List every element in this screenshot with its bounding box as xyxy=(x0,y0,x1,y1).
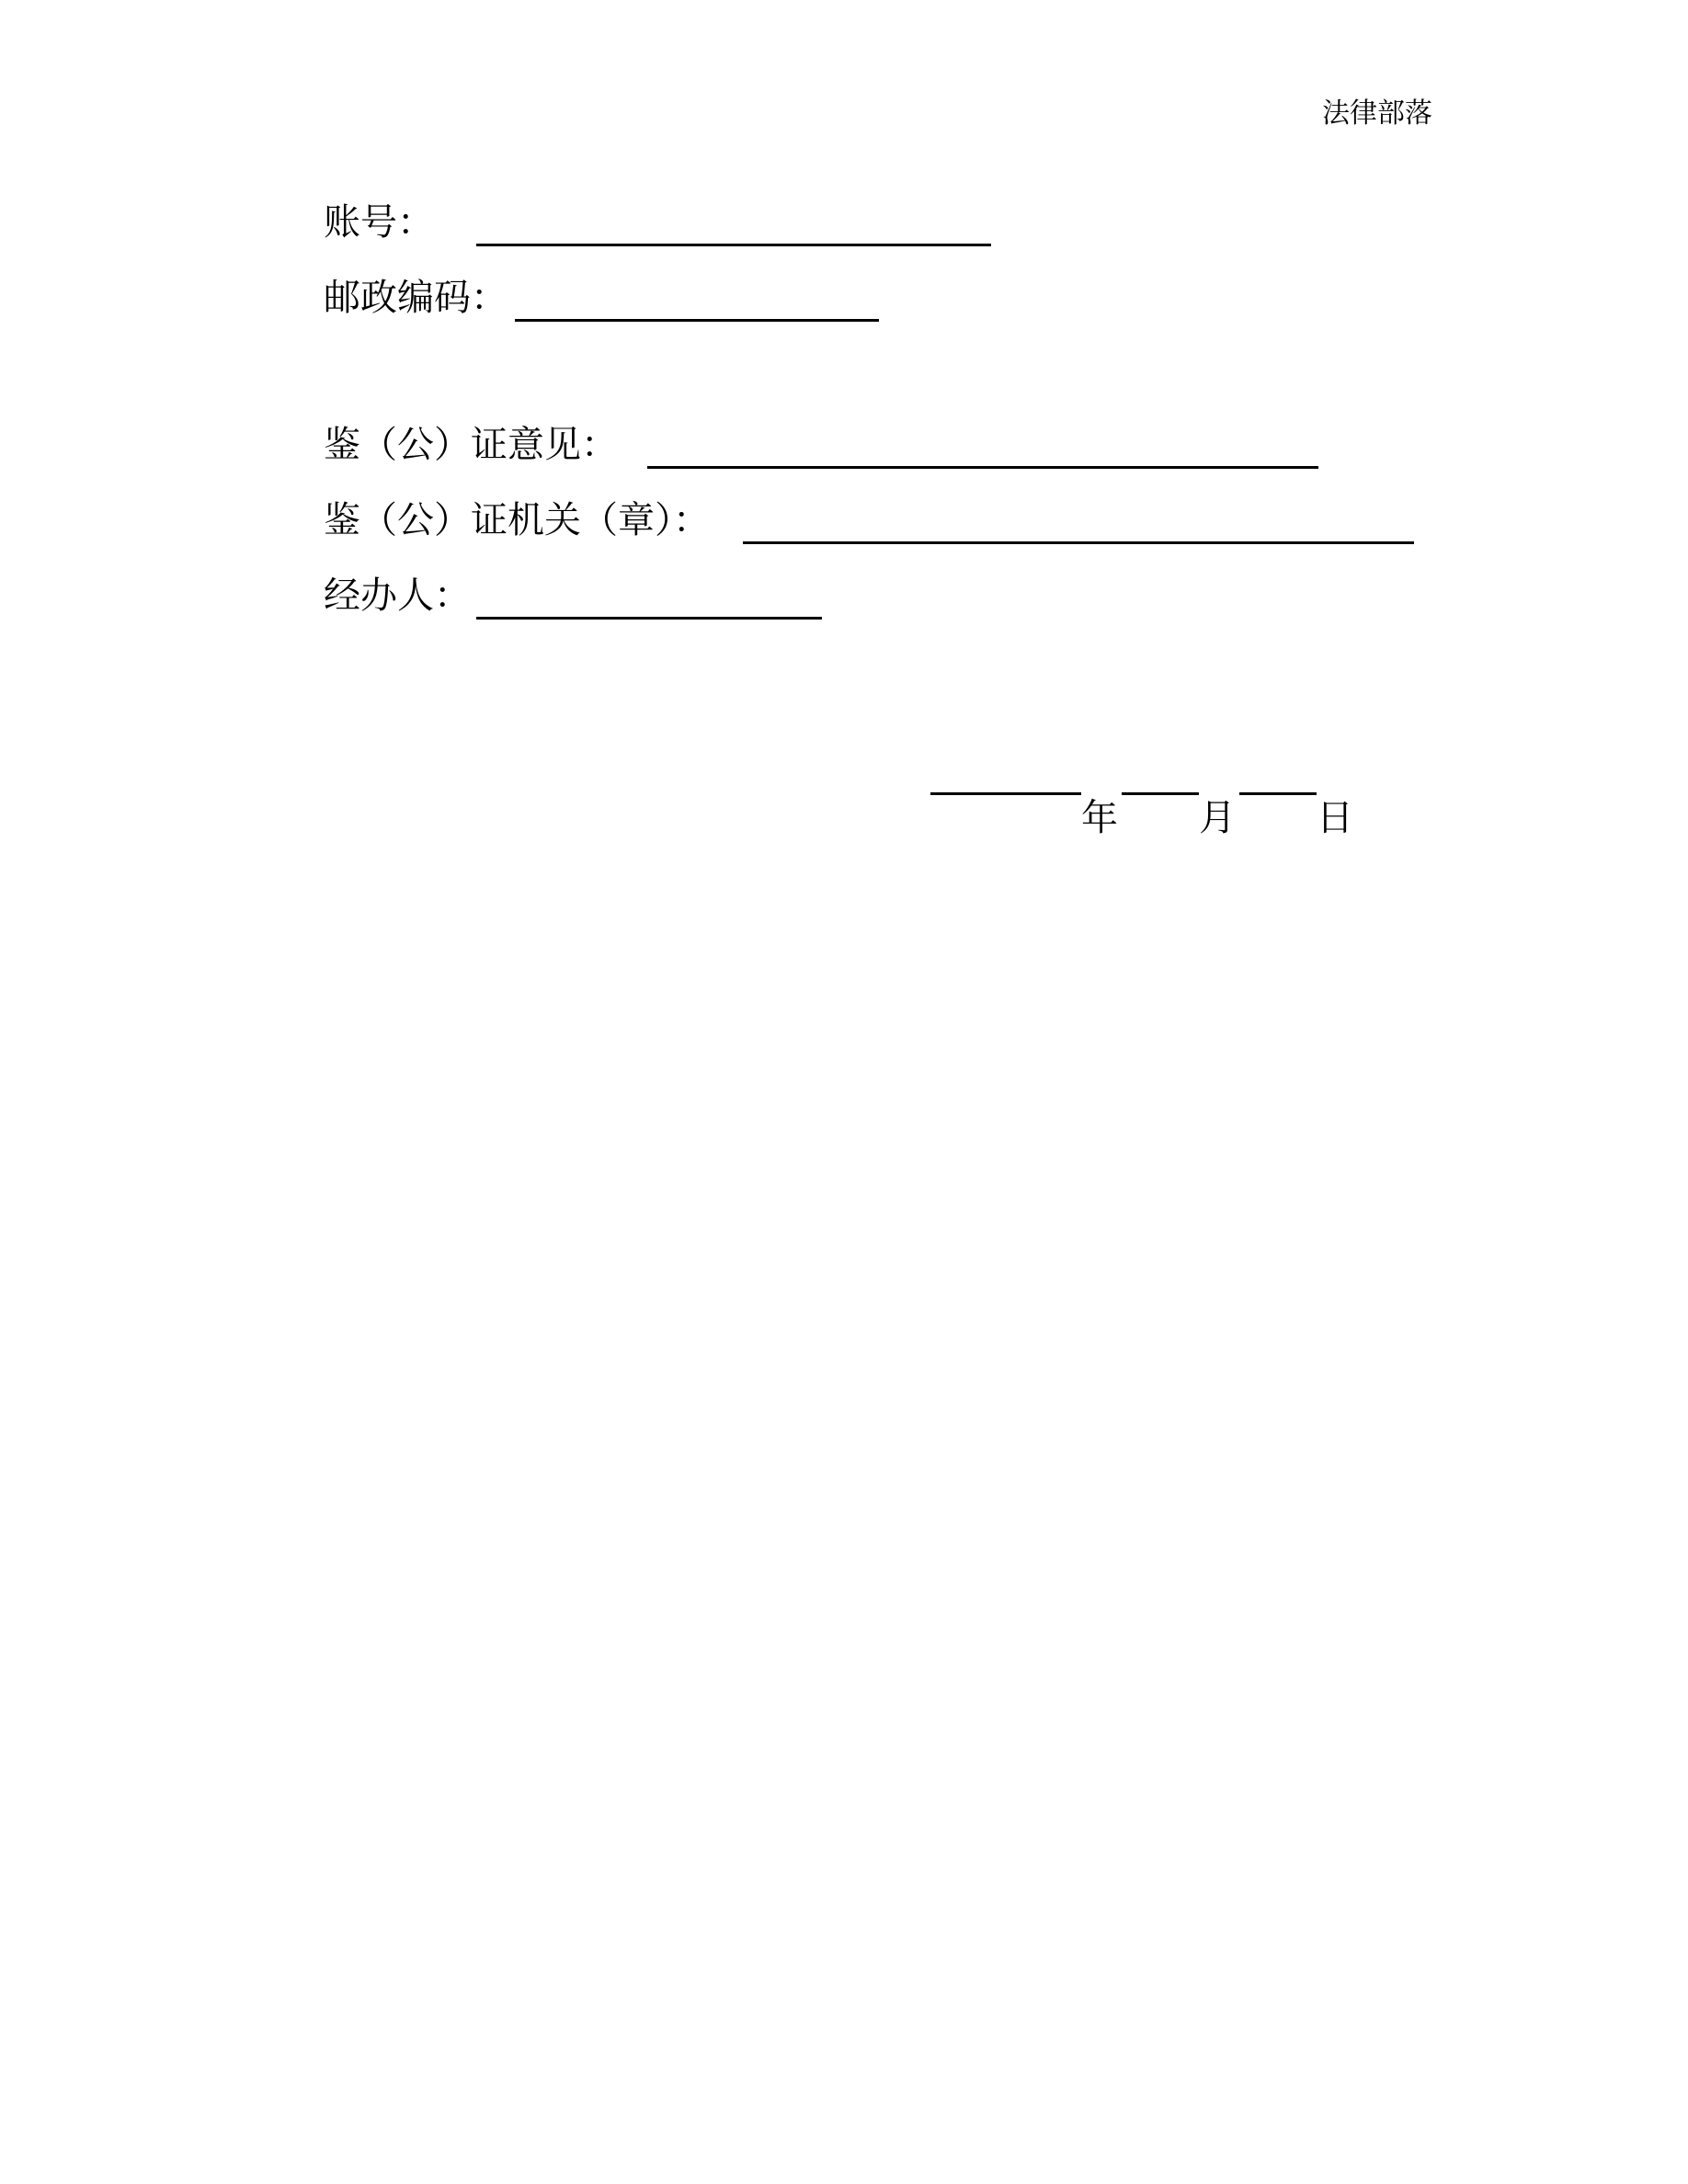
opinion-field[interactable] xyxy=(647,466,1318,469)
date-row xyxy=(930,792,1363,844)
handler-field[interactable] xyxy=(476,617,822,620)
postal-code-field[interactable] xyxy=(515,319,879,322)
authority-seal-field[interactable] xyxy=(743,541,1414,544)
opinion-label: 鉴（公）证意见： xyxy=(324,424,618,466)
year-label: 年 xyxy=(1081,797,1118,839)
postal-code-row xyxy=(324,272,884,324)
postal-code-label: 邮政编码： xyxy=(324,277,508,319)
account-label: 账号： xyxy=(324,201,434,244)
handler-label: 经办人： xyxy=(324,574,471,617)
year-field[interactable] xyxy=(930,792,1081,795)
page-header: 法律部落 xyxy=(1322,97,1432,130)
handler-row xyxy=(324,570,838,621)
opinion-row xyxy=(324,419,1326,471)
day-label: 日 xyxy=(1317,797,1353,839)
day-field[interactable] xyxy=(1239,792,1317,795)
month-field[interactable] xyxy=(1122,792,1199,795)
account-field[interactable] xyxy=(476,244,991,246)
account-row xyxy=(324,197,1004,248)
authority-label: 鉴（公）证机关（章）： xyxy=(324,499,710,541)
authority-row xyxy=(324,495,1418,546)
month-label: 月 xyxy=(1199,797,1236,839)
